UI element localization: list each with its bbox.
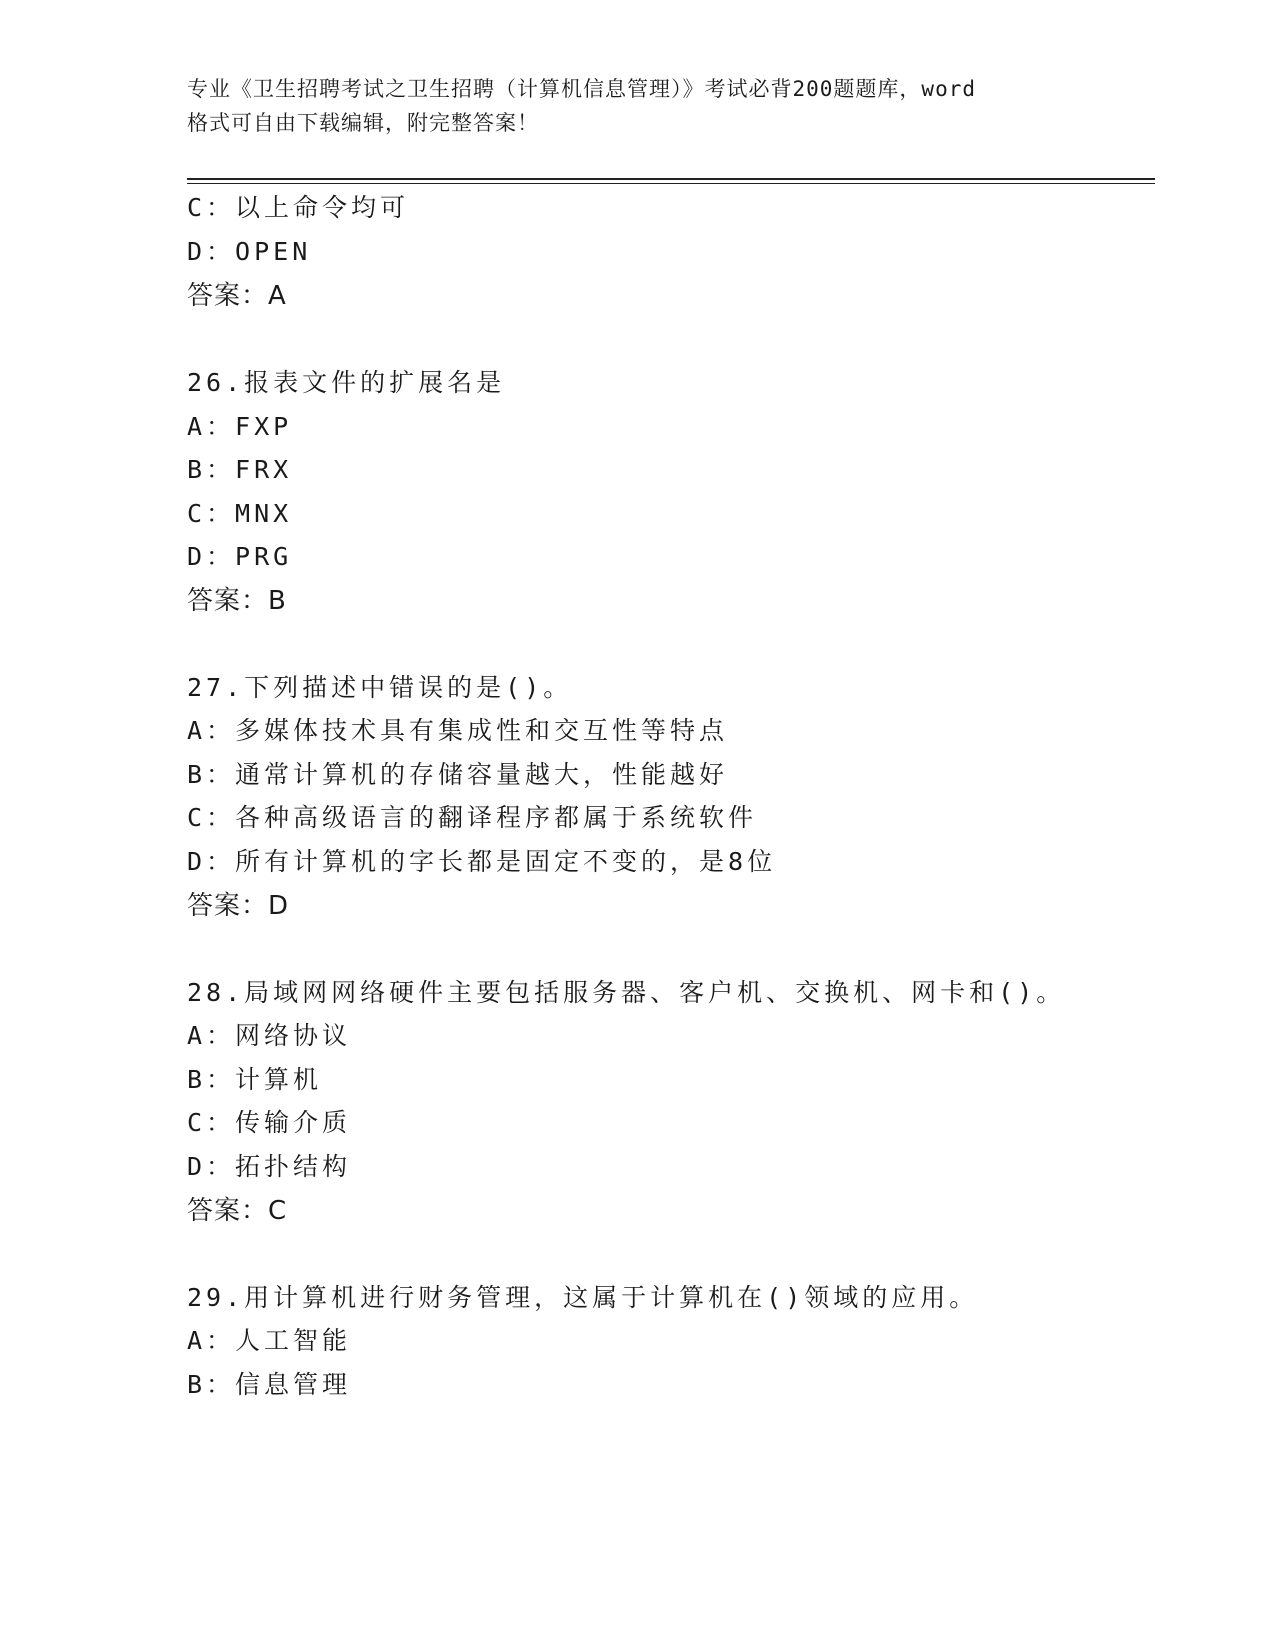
- q28-option-a: A：网络协议: [187, 1021, 352, 1050]
- q28-answer: 答案：C: [187, 1196, 288, 1226]
- q27-answer: 答案：D: [187, 891, 290, 921]
- q26-option-d: D：PRG: [187, 542, 293, 571]
- q25-option-d: D：OPEN: [187, 237, 312, 266]
- q27-option-d: D：所有计算机的字长都是固定不变的，是8位: [187, 847, 777, 876]
- q29-option-b: B：信息管理: [187, 1370, 352, 1399]
- header-line-1: 专业《卫生招聘考试之卫生招聘（计算机信息管理）》考试必背200题题库，word: [187, 77, 976, 101]
- q26-answer: 答案：B: [187, 586, 287, 616]
- header-line-2: 格式可自由下载编辑，附完整答案！: [187, 111, 539, 135]
- q25-answer: 答案：A: [187, 281, 287, 311]
- q25-option-c: C：以上命令均可: [187, 193, 410, 222]
- q27-question: 27.下列描述中错误的是()。: [187, 673, 573, 702]
- q29-question: 29.用计算机进行财务管理，这属于计算机在()领域的应用。: [187, 1283, 979, 1312]
- q28-option-b: B：计算机: [187, 1065, 323, 1094]
- q28-question: 28.局域网网络硬件主要包括服务器、客户机、交换机、网卡和()。: [187, 978, 1066, 1007]
- header-divider-thin: [187, 183, 1155, 184]
- q26-option-b: B：FRX: [187, 455, 293, 484]
- q29-option-a: A：人工智能: [187, 1326, 352, 1355]
- q28-option-c: C：传输介质: [187, 1108, 352, 1137]
- q26-option-c: C：MNX: [187, 499, 293, 528]
- document-header: [187, 72, 1087, 140]
- q26-option-a: A：FXP: [187, 412, 293, 441]
- q27-option-b: B：通常计算机的存储容量越大，性能越好: [187, 760, 729, 789]
- q26-question: 26.报表文件的扩展名是: [187, 368, 506, 397]
- q27-option-a: A：多媒体技术具有集成性和交互性等特点: [187, 716, 729, 745]
- q27-option-c: C：各种高级语言的翻译程序都属于系统软件: [187, 803, 758, 832]
- header-divider-thick: [187, 178, 1155, 180]
- q28-option-d: D：拓扑结构: [187, 1152, 352, 1181]
